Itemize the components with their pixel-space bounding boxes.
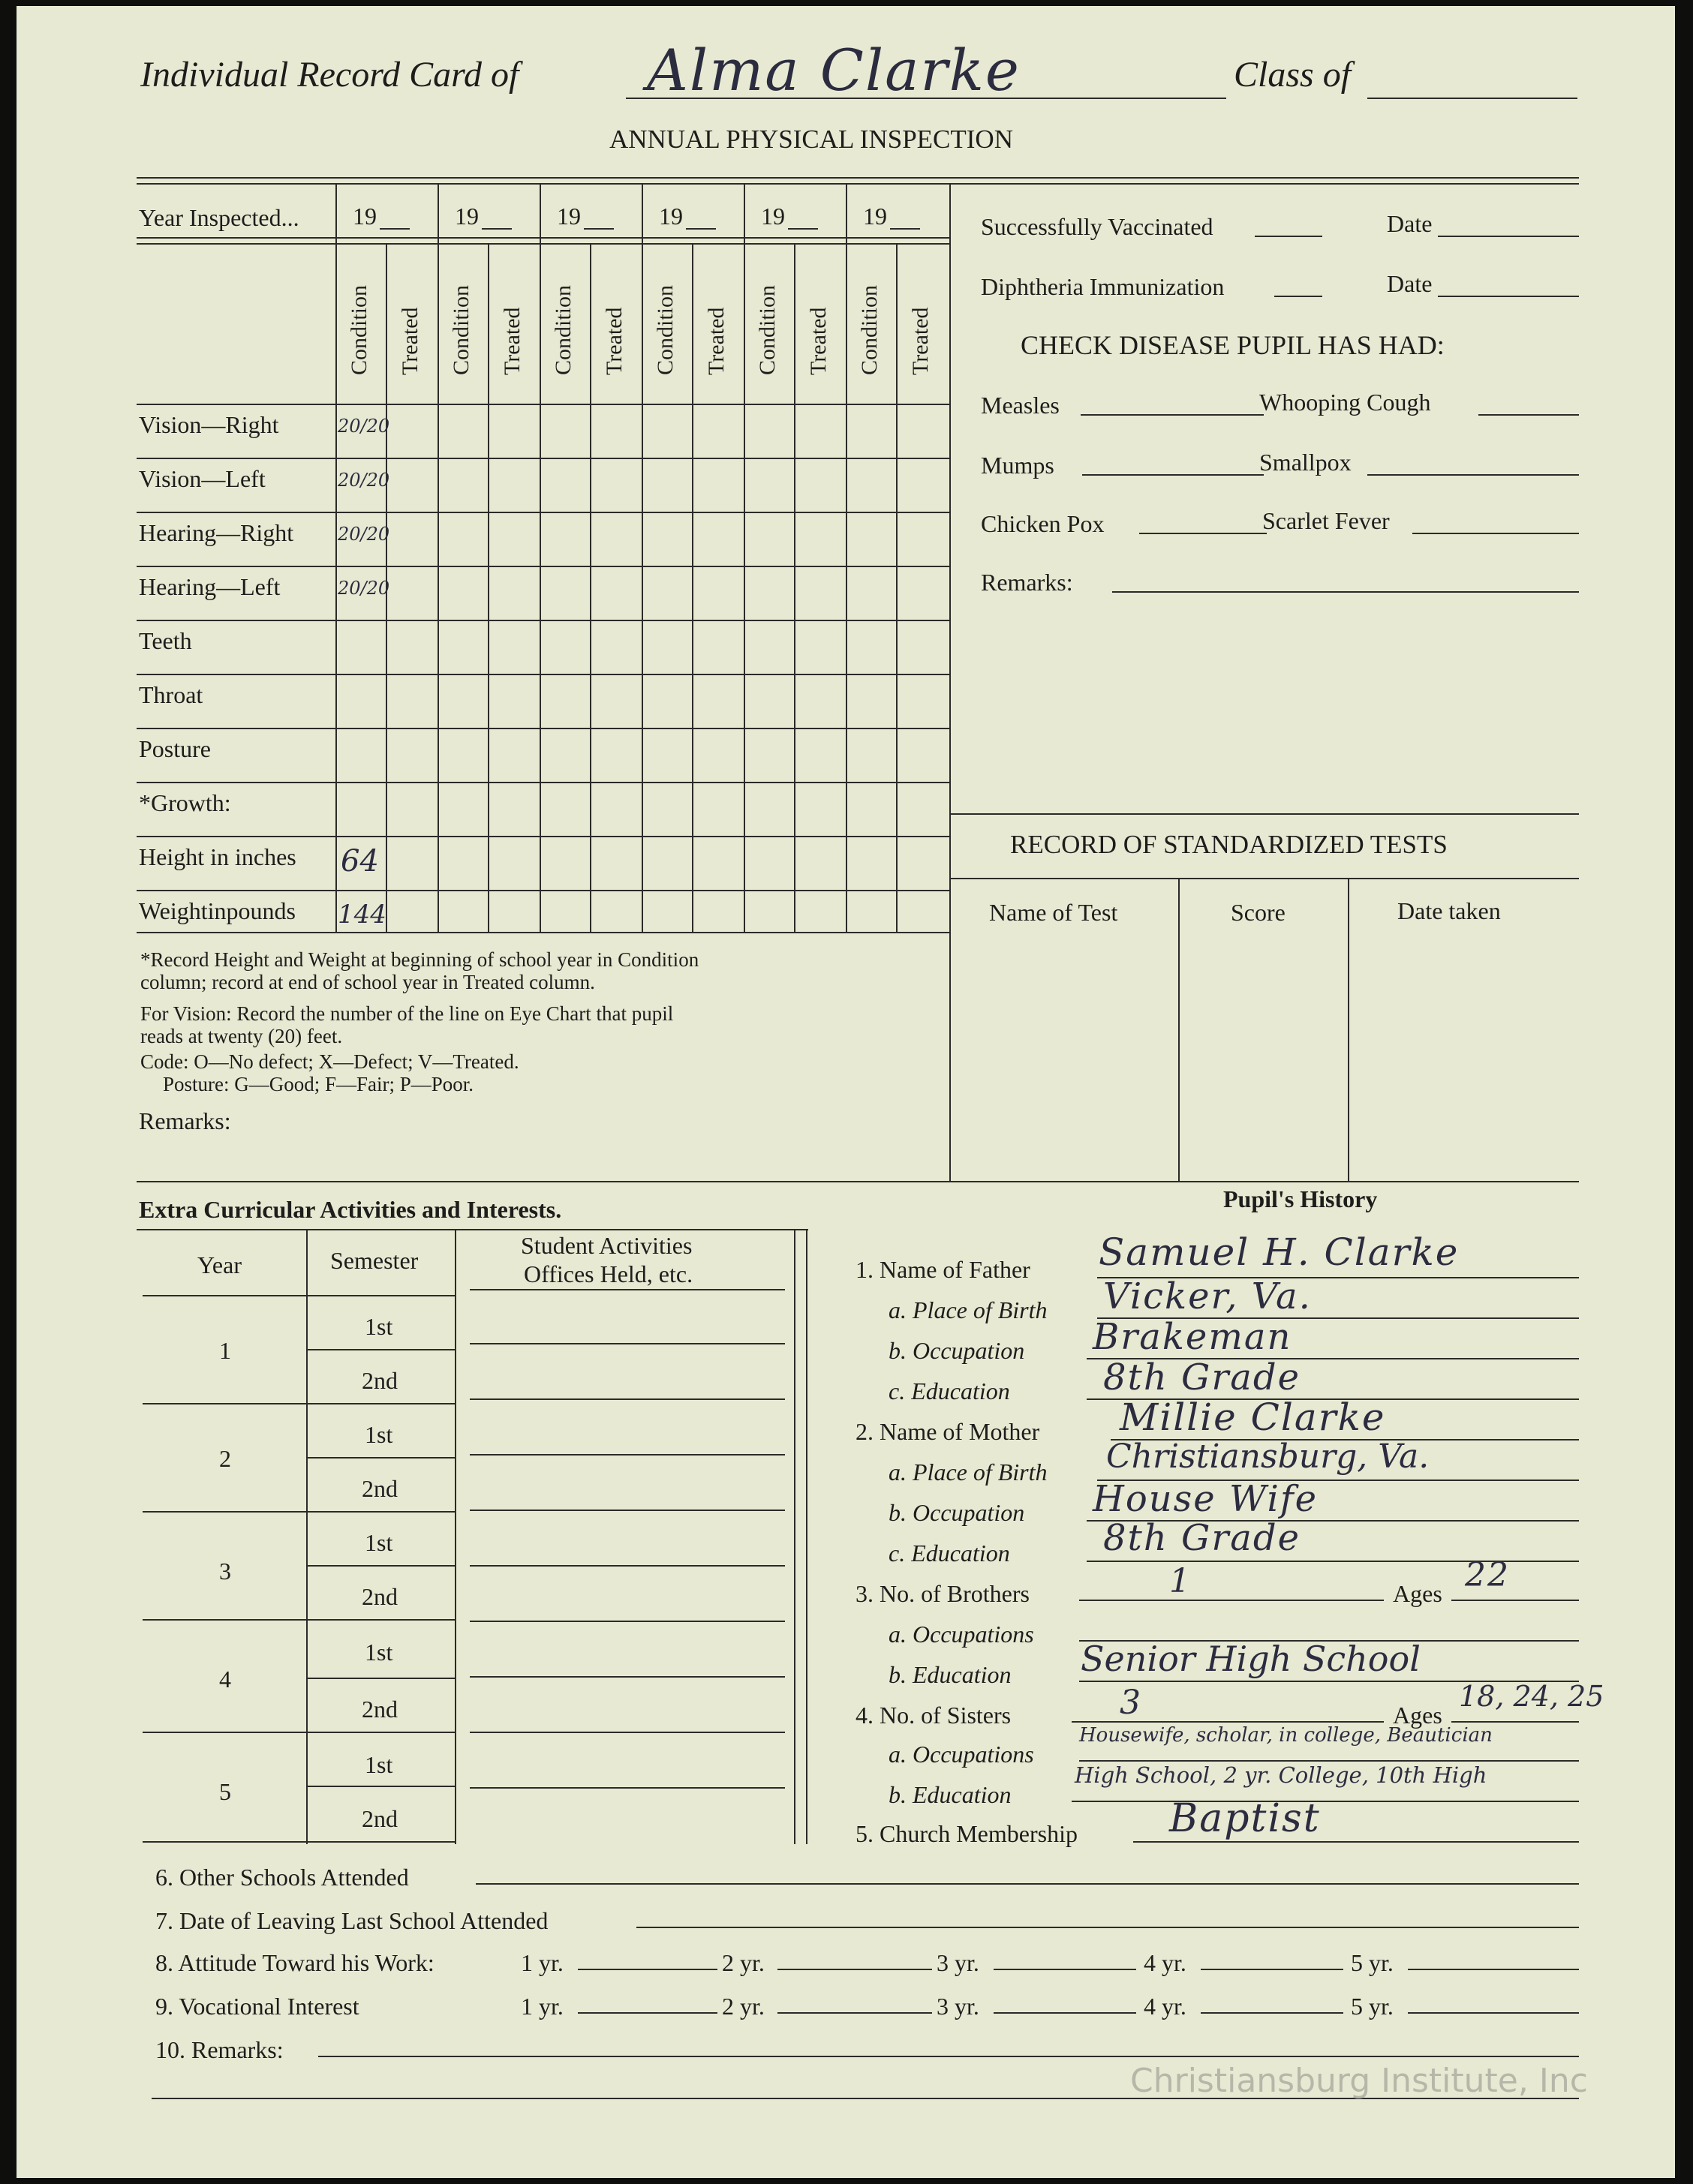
student-name: Alma Clarke — [647, 37, 1021, 104]
father-name: Samuel H. Clarke — [1099, 1230, 1460, 1274]
note-line-6: Posture: G—Good; F—Fair; P—Poor. — [163, 1073, 474, 1095]
vocational-yr-4: 4 yr. — [1144, 1993, 1186, 2020]
vocational-yr-5: 5 yr. — [1351, 1993, 1394, 2020]
vaccinated-date-label: Date — [1387, 210, 1433, 237]
brothers-education: Senior High School — [1081, 1639, 1421, 1679]
sisters-education-label: b. Education — [889, 1781, 1012, 1808]
activities-heading: Extra Curricular Activities and Interests. — [139, 1196, 562, 1223]
history-heading: Pupil's History — [1223, 1185, 1378, 1212]
row-weight: Weightinpounds — [139, 897, 296, 924]
note-line-4: reads at twenty (20) feet. — [140, 1025, 343, 1047]
sisters-occupations-label: a. Occupations — [889, 1741, 1034, 1768]
measles-label: Measles — [981, 392, 1060, 419]
year-6: 19 — [863, 203, 887, 230]
brothers-ages-label: Ages — [1393, 1580, 1442, 1607]
smallpox-label: Smallpox — [1259, 449, 1352, 476]
mother-name: Millie Clarke — [1120, 1395, 1386, 1439]
col-treated-6: Treated — [908, 307, 933, 375]
note-line-2: column; record at end of school year in Treated column. — [140, 971, 595, 993]
activity-year-2: 2 — [219, 1445, 231, 1472]
diphtheria-label: Diphtheria Immunization — [981, 273, 1225, 300]
scarlet-fever-label: Scarlet Fever — [1262, 507, 1390, 534]
col-treated-1: Treated — [398, 307, 422, 375]
sem-1-2: 2nd — [362, 1367, 398, 1394]
vaccinated-label: Successfully Vaccinated — [981, 213, 1213, 240]
father-education-label: c. Education — [889, 1377, 1010, 1404]
father-occupation: Brakeman — [1093, 1316, 1292, 1358]
col-test-name: Name of Test — [989, 899, 1118, 926]
whooping-cough-label: Whooping Cough — [1259, 389, 1431, 416]
sem-3-1: 1st — [365, 1529, 393, 1556]
year-3: 19 — [557, 203, 581, 230]
attitude-label: 8. Attitude Toward his Work: — [155, 1949, 435, 1976]
mother-education-label: c. Education — [889, 1540, 1010, 1567]
row-posture: Posture — [139, 735, 211, 762]
brothers-education-label: b. Education — [889, 1661, 1012, 1688]
year-4: 19 — [659, 203, 683, 230]
diphtheria-date-label: Date — [1387, 270, 1433, 297]
sisters-education: High School, 2 yr. College, 10th High — [1075, 1762, 1487, 1788]
brothers-count: 1 — [1169, 1562, 1192, 1600]
row-growth: *Growth: — [139, 789, 231, 816]
date-leaving-label: 7. Date of Leaving Last School Attended — [155, 1907, 549, 1934]
mother-birth: Christiansburg, Va. — [1106, 1437, 1430, 1476]
activity-year-4: 4 — [219, 1666, 231, 1693]
col-condition-2: Condition — [449, 284, 474, 375]
year-1: 19 — [353, 203, 377, 230]
mother-label: 2. Name of Mother — [856, 1418, 1040, 1445]
father-birth: Vicker, Va. — [1103, 1275, 1312, 1317]
col-score: Score — [1231, 899, 1286, 926]
vocational-yr-3: 3 yr. — [937, 1993, 979, 2020]
sem-1-1: 1st — [365, 1313, 393, 1340]
record-card — [17, 6, 1675, 2178]
sisters-count: 3 — [1120, 1684, 1142, 1722]
col-condition-1: Condition — [347, 284, 371, 375]
watermark: Christiansburg Institute, Inc — [1130, 2062, 1588, 2100]
sem-5-2: 2nd — [362, 1805, 398, 1832]
sem-2-2: 2nd — [362, 1475, 398, 1502]
weight-value: 144 — [338, 900, 386, 930]
vision-left-value: 20/20 — [338, 470, 390, 491]
father-label: 1. Name of Father — [856, 1256, 1030, 1283]
attitude-yr-4: 4 yr. — [1144, 1949, 1186, 1976]
annual-inspection-heading: ANNUAL PHYSICAL INSPECTION — [609, 125, 1013, 154]
sem-4-1: 1st — [365, 1639, 393, 1666]
hearing-right-value: 20/20 — [338, 524, 390, 545]
mother-occupation-label: b. Occupation — [889, 1499, 1025, 1526]
sisters-occupations: Housewife, scholar, in college, Beautician — [1079, 1724, 1493, 1747]
mother-birth-label: a. Place of Birth — [889, 1459, 1048, 1486]
tests-heading: RECORD OF STANDARDIZED TESTS — [1010, 830, 1448, 859]
row-vision-right: Vision—Right — [139, 411, 279, 438]
activity-year-1: 1 — [219, 1337, 231, 1364]
attitude-yr-2: 2 yr. — [722, 1949, 765, 1976]
col-condition-6: Condition — [857, 284, 882, 375]
col-treated-3: Treated — [602, 307, 627, 375]
brothers-occupations-label: a. Occupations — [889, 1621, 1034, 1648]
sisters-ages: 18, 24, 25 — [1459, 1680, 1604, 1713]
church-value: Baptist — [1169, 1796, 1321, 1841]
row-teeth: Teeth — [139, 627, 192, 654]
other-schools-label: 6. Other Schools Attended — [155, 1864, 409, 1891]
sisters-label: 4. No. of Sisters — [856, 1702, 1012, 1729]
sem-5-1: 1st — [365, 1751, 393, 1778]
health-remarks-label: Remarks: — [981, 569, 1073, 596]
note-line-5: Code: O—No defect; X—Defect; V—Treated. — [140, 1050, 519, 1073]
vocational-label: 9. Vocational Interest — [155, 1993, 359, 2020]
mother-education: 8th Grade — [1103, 1517, 1301, 1559]
col-condition-3: Condition — [551, 284, 576, 375]
inspection-remarks-label: Remarks: — [139, 1107, 231, 1134]
card-title: Individual Record Card of — [140, 55, 519, 95]
vocational-yr-2: 2 yr. — [722, 1993, 765, 2020]
class-of-label: Class of — [1234, 55, 1352, 95]
attitude-yr-5: 5 yr. — [1351, 1949, 1394, 1976]
vision-right-value: 20/20 — [338, 416, 390, 437]
sem-2-1: 1st — [365, 1421, 393, 1448]
chicken-pox-label: Chicken Pox — [981, 510, 1105, 537]
brothers-label: 3. No. of Brothers — [856, 1580, 1030, 1607]
col-year: Year — [197, 1251, 242, 1278]
col-treated-4: Treated — [704, 307, 729, 375]
vocational-yr-1: 1 yr. — [521, 1993, 564, 2020]
note-line-3: For Vision: Record the number of the line on Eye Chart that pupil — [140, 1002, 674, 1025]
mother-occupation: House Wife — [1093, 1478, 1318, 1520]
col-semester: Semester — [330, 1247, 419, 1274]
col-activities-1: Student Activities — [521, 1232, 693, 1259]
sem-4-2: 2nd — [362, 1696, 398, 1723]
father-education: 8th Grade — [1103, 1356, 1301, 1398]
disease-heading: CHECK DISEASE PUPIL HAS HAD: — [1021, 330, 1445, 360]
activity-year-5: 5 — [219, 1778, 231, 1805]
col-treated-2: Treated — [500, 307, 525, 375]
col-treated-5: Treated — [806, 307, 831, 375]
sisters-ages-label: Ages — [1393, 1702, 1442, 1729]
row-throat: Throat — [139, 681, 203, 708]
col-activities-2: Offices Held, etc. — [524, 1260, 693, 1287]
row-vision-left: Vision—Left — [139, 465, 266, 492]
col-condition-5: Condition — [755, 284, 780, 375]
mumps-label: Mumps — [981, 452, 1054, 479]
attitude-yr-1: 1 yr. — [521, 1949, 564, 1976]
activity-year-3: 3 — [219, 1558, 231, 1585]
col-date-taken: Date taken — [1397, 897, 1501, 924]
final-remarks-label: 10. Remarks: — [155, 2036, 284, 2063]
year-5: 19 — [761, 203, 785, 230]
church-label: 5. Church Membership — [856, 1820, 1078, 1847]
year-inspected-label: Year Inspected... — [139, 204, 299, 231]
col-condition-4: Condition — [653, 284, 678, 375]
row-height: Height in inches — [139, 843, 296, 870]
sem-3-2: 2nd — [362, 1583, 398, 1610]
height-value: 64 — [341, 844, 379, 879]
father-birth-label: a. Place of Birth — [889, 1296, 1048, 1323]
brothers-ages: 22 — [1465, 1556, 1510, 1594]
father-occupation-label: b. Occupation — [889, 1337, 1025, 1364]
note-line-1: *Record Height and Weight at beginning of school year in Condition — [140, 948, 699, 971]
year-2: 19 — [455, 203, 479, 230]
hearing-left-value: 20/20 — [338, 578, 390, 599]
row-hearing-left: Hearing—Left — [139, 573, 281, 600]
row-hearing-right: Hearing—Right — [139, 519, 294, 546]
attitude-yr-3: 3 yr. — [937, 1949, 979, 1976]
